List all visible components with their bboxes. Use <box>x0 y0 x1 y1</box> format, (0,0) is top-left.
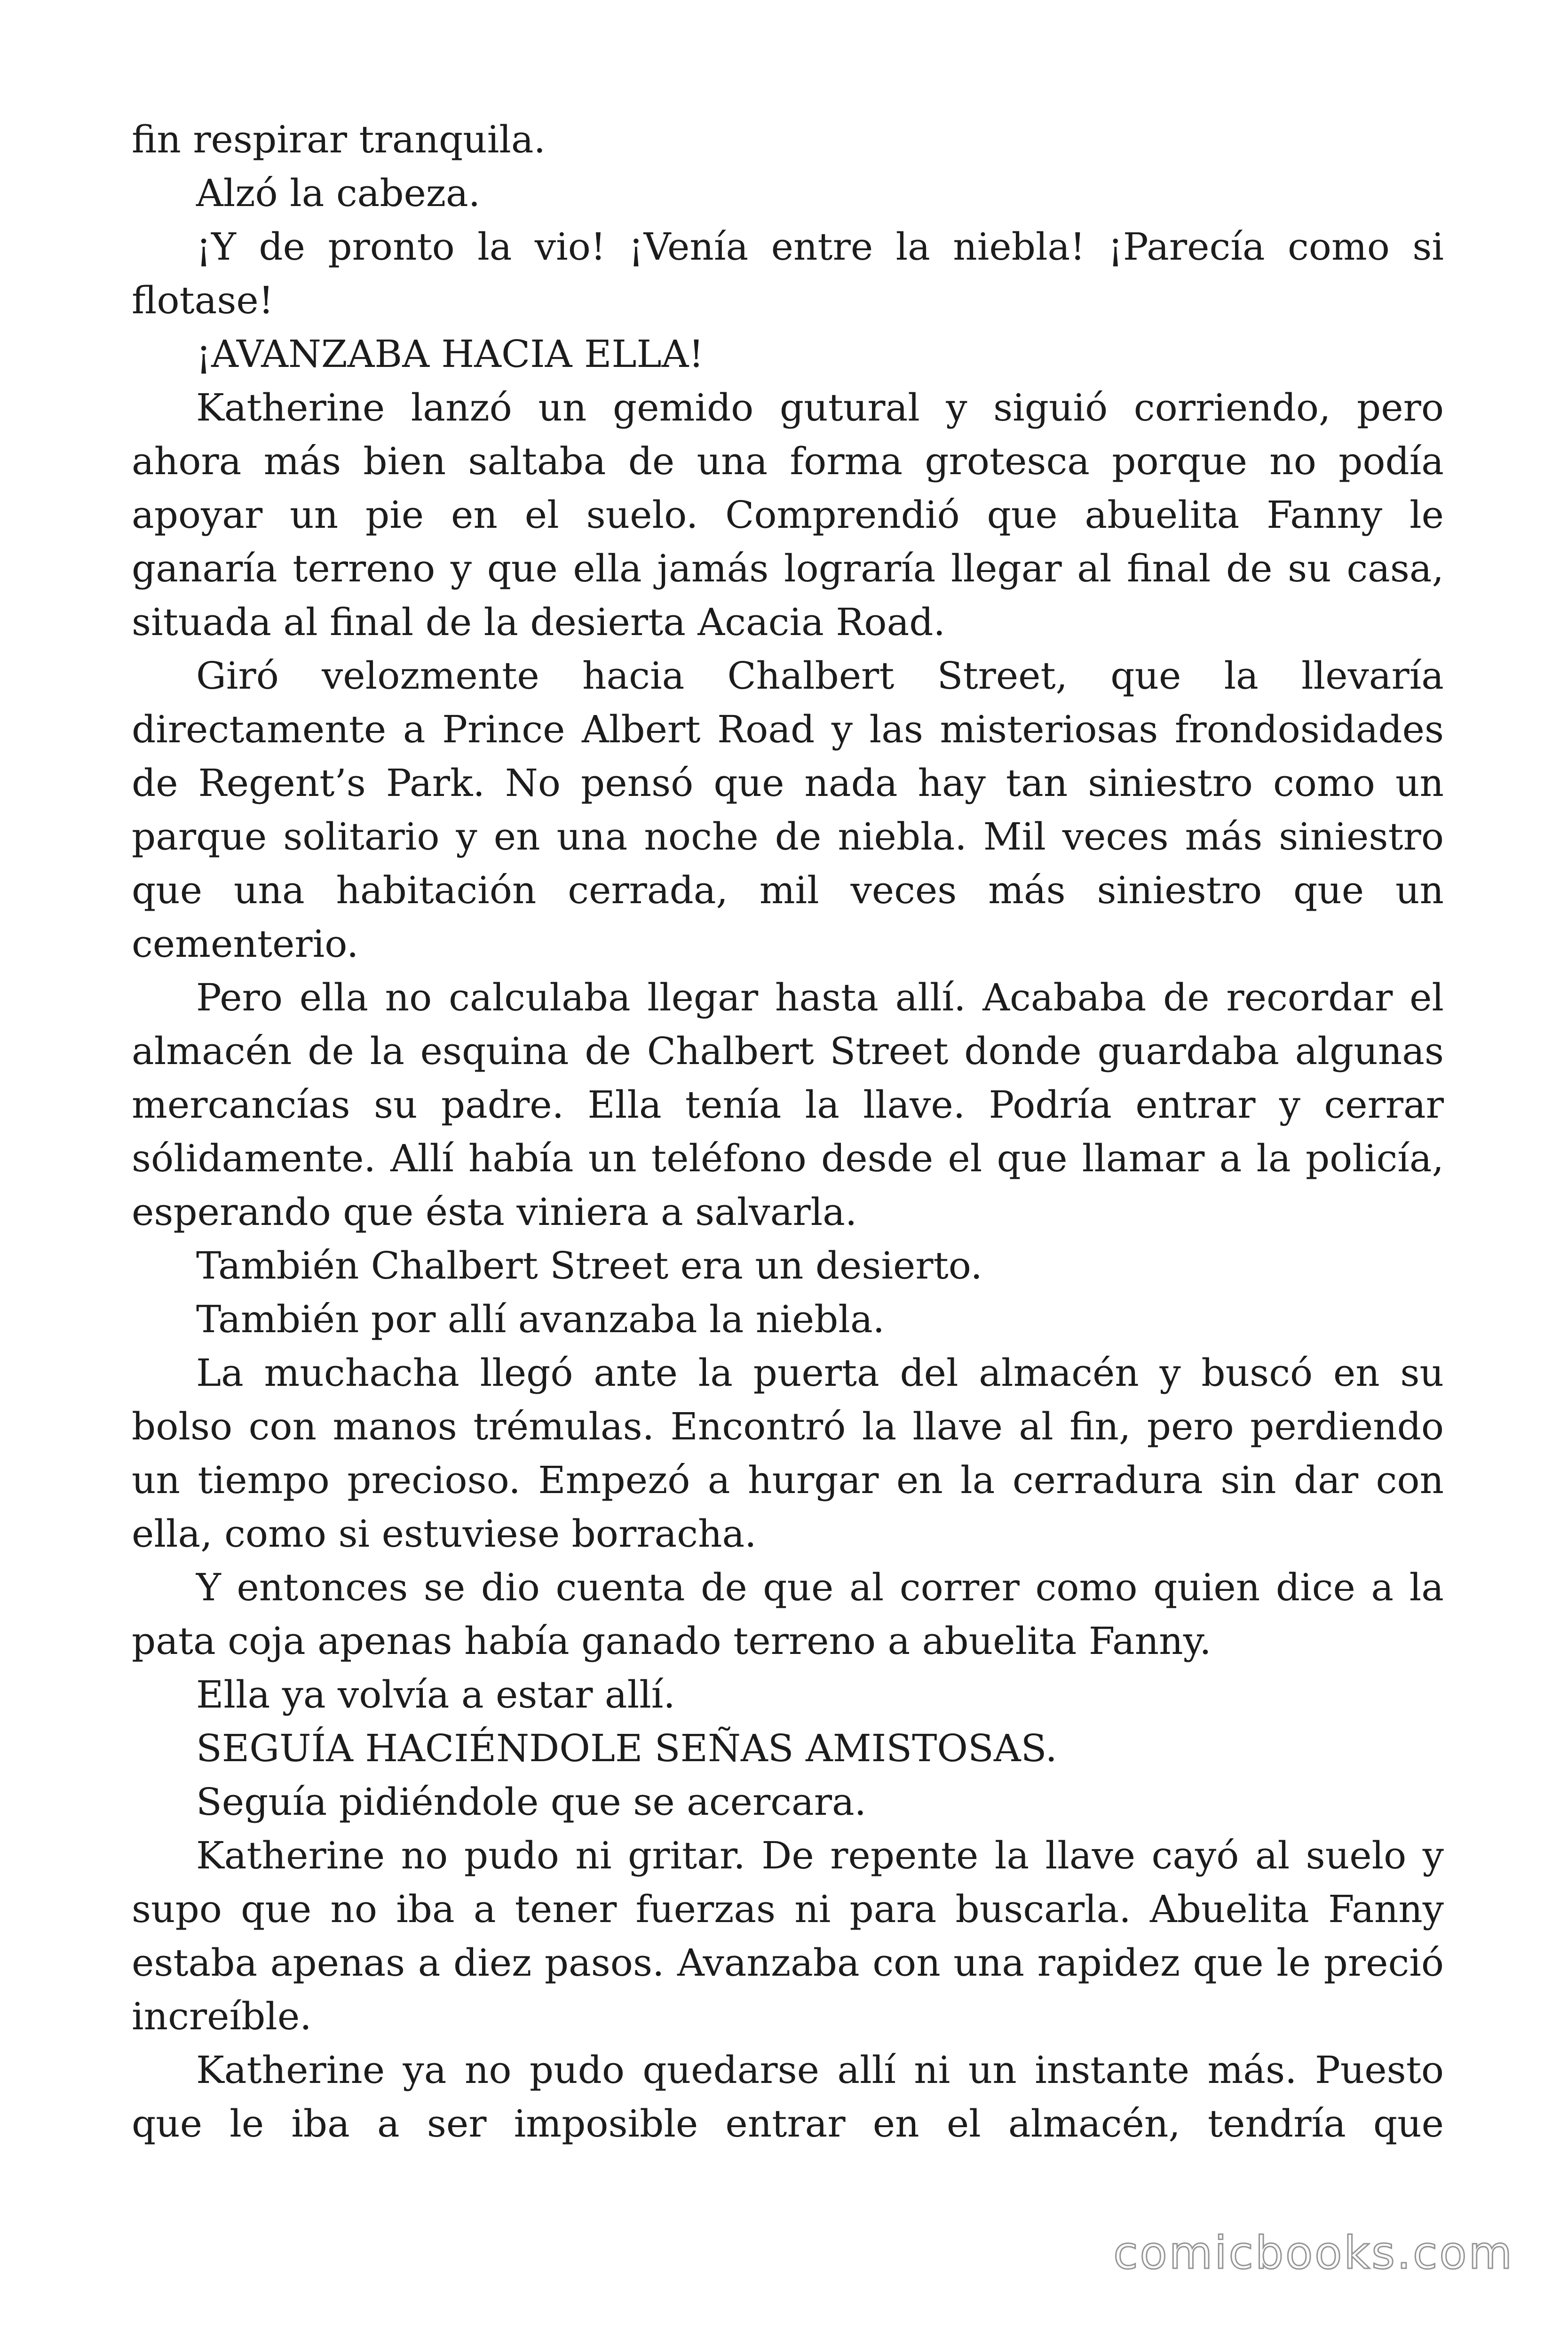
page-body <box>132 113 1444 2151</box>
paragraph-4: ¡AVANZABA HACIA ELLA! <box>196 332 704 376</box>
paragraph-16: Katherine ya no pudo quedarse allí ni un instante más. Puesto que le iba a ser imposible entrar en el almacén, tendría que <box>132 2048 1444 2145</box>
paragraph-3: ¡Y de pronto la vio! ¡Venía entre la niebla! ¡Parecía como si flotase! <box>132 225 1444 322</box>
paragraph-15: Katherine no pudo ni gritar. De repente la llave cayó al suelo y supo que no iba a tener fuerzas ni para buscarla. Abuelita Fanny estaba apenas a diez pasos. Avanzaba con una rapidez que le preció increíble. <box>132 1834 1444 2038</box>
paragraph-8: También Chalbert Street era un desierto. <box>196 1244 982 1287</box>
paragraph-2: Alzó la cabeza. <box>196 171 481 215</box>
paragraph-10: La muchacha llegó ante la puerta del almacén y buscó en su bolso con manos trémulas. Encontró la llave al fin, pero perdiendo un tiempo precioso. Empezó a hurgar en la cerradura sin dar con ella, como si estuviese borracha. <box>132 1351 1444 1556</box>
paragraph-7: Pero ella no calculaba llegar hasta allí. Acababa de recordar el almacén de la esquina de Chalbert Street donde guardaba algunas mercancías su padre. Ella tenía la llave. Podría entrar y cerrar sólidamente. Allí había un teléfono desde el que llamar a la policía, esperando que ésta viniera a salvarla. <box>132 976 1444 1234</box>
paragraph-13: SEGUÍA HACIÉNDOLE SEÑAS AMISTOSAS. <box>196 1726 1057 1770</box>
paragraph-11: Y entonces se dio cuenta de que al correr como quien dice a la pata coja apenas había ganado terreno a abuelita Fanny. <box>132 1565 1444 1663</box>
paragraph-14: Seguía pidiéndole que se acercara. <box>196 1780 867 1824</box>
watermark-logo: comicbooks.com <box>1113 2227 1514 2279</box>
paragraph-1: fin respirar tranquila. <box>132 118 546 161</box>
paragraph-9: También por allí avanzaba la niebla. <box>196 1297 885 1341</box>
paragraph-5: Katherine lanzó un gemido gutural y siguió corriendo, pero ahora más bien saltaba de una forma grotesca porque no podía apoyar un pie en el suelo. Comprendió que abuelita Fanny le ganaría terreno y que ella jamás lograría llegar al final de su casa, situada al final de la desierta Acacia Road. <box>132 386 1444 644</box>
paragraph-12: Ella ya volvía a estar allí. <box>196 1673 675 1716</box>
paragraph-6: Giró velozmente hacia Chalbert Street, que la llevaría directamente a Prince Albert Road y las misteriosas frondosidades de Regent’s Park. No pensó que nada hay tan siniestro como un parque solitario y en una noche de niebla. Mil veces más siniestro que una habitación cerrada, mil veces más siniestro que un cementerio. <box>132 654 1444 966</box>
